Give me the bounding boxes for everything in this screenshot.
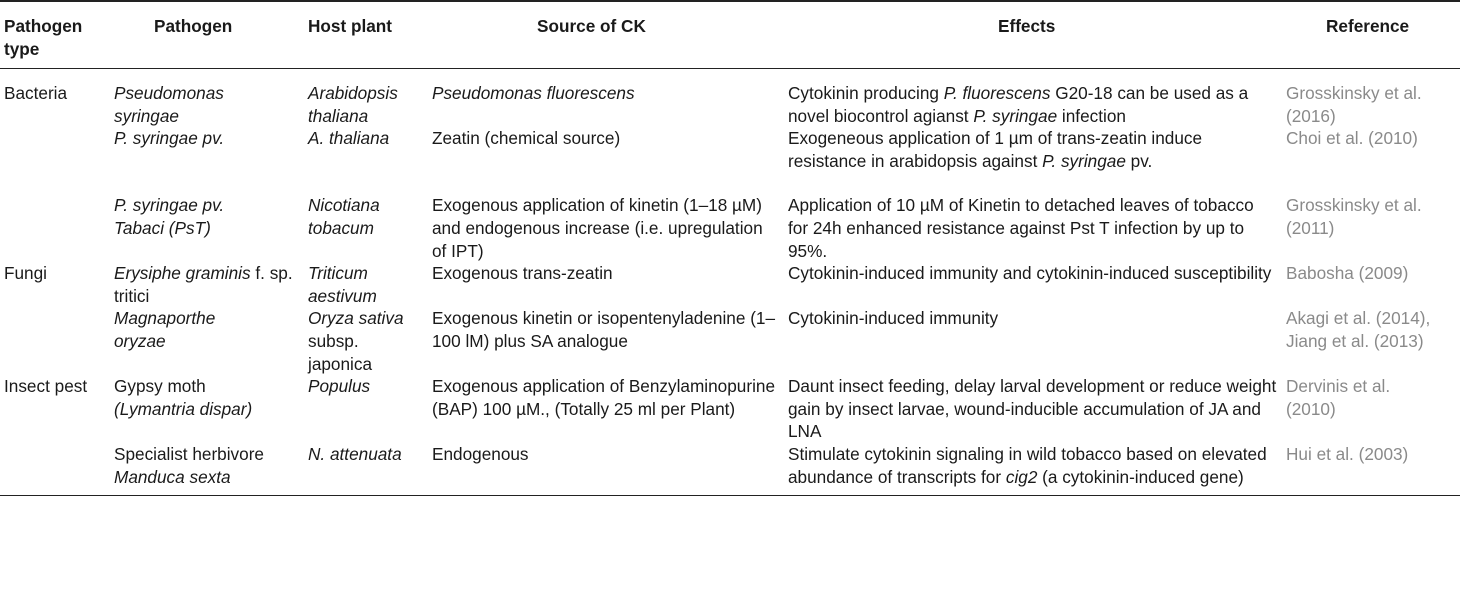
header-source-of-ck: Source of CK: [537, 16, 646, 36]
table-row: [0, 375, 1460, 443]
cell-host-plant: Nicotiana tobacum: [308, 195, 380, 238]
cell-pathogen: Gypsy moth (Lymantria dispar): [114, 376, 253, 419]
table-row: [0, 172, 1460, 262]
cell-reference[interactable]: Hui et al. (2003): [1286, 443, 1409, 464]
header-effects: Effects: [998, 16, 1056, 36]
cell-source: Exogenous application of kinetin (1–18 µM) and endogenous increase (i.e. upregulation of IPT): [432, 195, 763, 261]
cell-host-plant: N. attenuata: [308, 443, 402, 464]
cell-pathogen-type: [0, 443, 114, 496]
table-row: [0, 127, 1460, 172]
table-row: [0, 262, 1460, 307]
cell-host-plant: Populus: [308, 376, 371, 397]
cell-pathogen-type: [0, 127, 114, 172]
cell-source: Pseudomonas fluorescens: [432, 83, 635, 103]
cell-reference[interactable]: Choi et al. (2010): [1286, 128, 1418, 149]
cell-pathogen: Specialist herbivore Manduca sexta: [114, 443, 264, 487]
cell-pathogen: P. syringae pv.: [114, 128, 225, 149]
cell-effects: Exogeneous application of 1 µm of trans-zeatin induce resistance in arabidopsis against P. syringae pv.: [788, 128, 1203, 171]
cell-effects: Daunt insect feeding, delay larval development or reduce weight gain by insect larvae, wound-inducible accumulation of JA and LNA: [788, 376, 1277, 442]
cell-effects: Cytokinin producing P. fluorescens G20-18 can be used as a novel biocontrol agianst P. syringae infection: [788, 83, 1249, 126]
cell-reference[interactable]: Babosha (2009): [1286, 263, 1409, 284]
table-row: [0, 443, 1460, 496]
cell-host-plant: Triticum aestivum: [308, 263, 377, 306]
cell-source: Zeatin (chemical source): [432, 128, 621, 149]
cell-source: Exogenous trans-zeatin: [432, 263, 613, 284]
cell-effects: Cytokinin-induced immunity and cytokinin-induced susceptibility: [788, 263, 1272, 284]
cell-effects: Cytokinin-induced immunity: [788, 308, 999, 329]
cell-pathogen-type: [0, 172, 114, 262]
header-pathogen: Pathogen: [154, 16, 233, 36]
cell-pathogen: P. syringae pv. Tabaci (PsT): [114, 195, 225, 238]
header-pathogen-type: Pathogen type: [4, 16, 83, 59]
cell-effects: Stimulate cytokinin signaling in wild tobacco based on elevated abundance of transcripts for cig2 (a cytokinin-induced gene): [788, 443, 1267, 487]
table-header-row: [0, 1, 1460, 69]
table-row: [0, 69, 1460, 128]
cell-pathogen: Erysiphe graminis f. sp. tritici: [114, 263, 293, 306]
cell-reference[interactable]: Dervinis et al. (2010): [1286, 376, 1391, 419]
header-reference: Reference: [1326, 16, 1410, 36]
cell-pathogen: Magnaporthe oryzae: [114, 308, 216, 351]
table-row: [0, 307, 1460, 375]
cell-pathogen-type: Fungi: [4, 263, 47, 284]
cell-pathogen-type: Bacteria: [4, 83, 68, 103]
cell-pathogen: Pseudomonas syringae: [114, 83, 224, 126]
cell-host-plant: Oryza sativa subsp. japonica: [308, 308, 404, 374]
cell-reference[interactable]: Akagi et al. (2014), Jiang et al. (2013): [1286, 308, 1431, 351]
cell-effects: Application of 10 µM of Kinetin to detached leaves of tobacco for 24h enhanced resistance against Pst T infection by up to 95%.: [788, 195, 1254, 261]
cell-reference[interactable]: Grosskinsky et al. (2011): [1286, 195, 1422, 238]
cell-host-plant: Arabidopsis thaliana: [308, 83, 398, 126]
cell-reference[interactable]: Grosskinsky et al. (2016): [1286, 83, 1422, 126]
cell-source: Exogenous kinetin or isopentenyladenine (1–100 lM) plus SA analogue: [432, 308, 776, 351]
cell-pathogen-type: [0, 307, 114, 375]
cell-host-plant: A. thaliana: [308, 128, 390, 149]
header-host-plant: Host plant: [308, 16, 393, 36]
cell-source: Endogenous: [432, 443, 529, 464]
cell-pathogen-type: Insect pest: [4, 376, 88, 397]
cell-source: Exogenous application of Benzylaminopurine (BAP) 100 µM., (Totally 25 ml per Plant): [432, 376, 776, 419]
